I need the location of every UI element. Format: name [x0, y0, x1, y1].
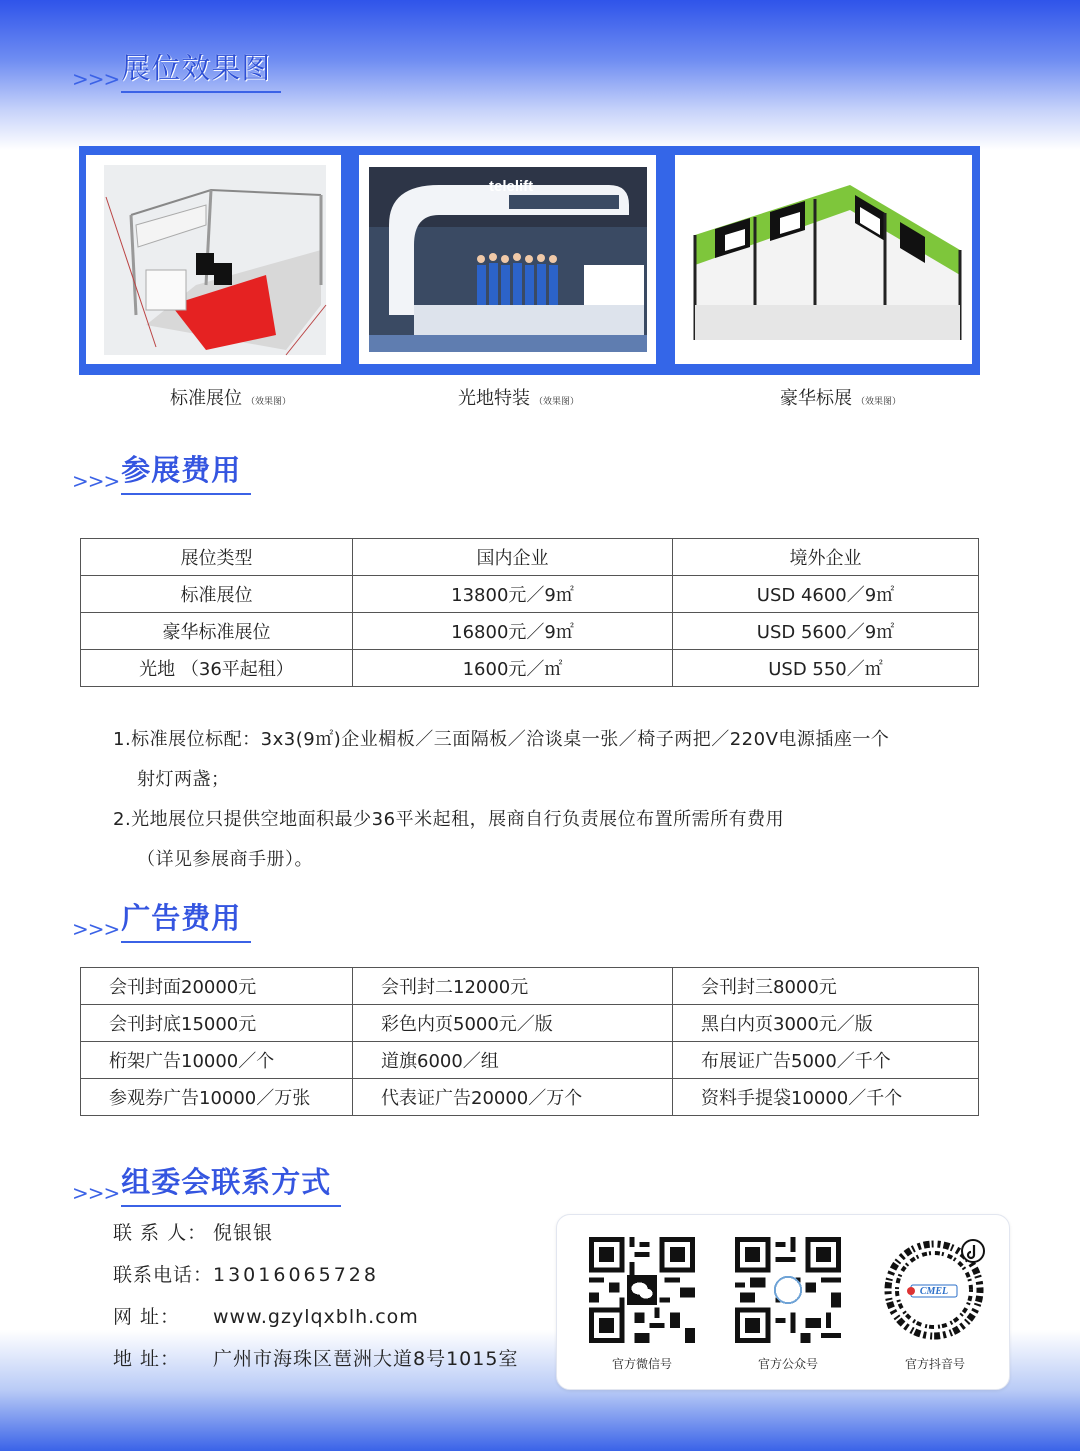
table-cell: 会刊封底15000元: [81, 1005, 353, 1042]
qr-code-panel: [556, 1214, 1010, 1390]
table-cell: 会刊封二12000元: [353, 968, 673, 1005]
contact-person: 联 系 人： 倪银银: [113, 1222, 274, 1244]
douyin-qr-code[interactable]: [881, 1237, 987, 1343]
section-title-booth-effect: >>> 展位效果图: [72, 46, 281, 93]
table-cell: 会刊封三8000元: [673, 968, 979, 1005]
wechat-qr-caption: 官方微信号: [611, 1357, 672, 1371]
section-title-fees: >>> 参展费用: [72, 448, 251, 495]
contact-phone[interactable]: 联系电话：13016065728: [113, 1264, 379, 1286]
official-account-icon: [775, 1277, 801, 1303]
table-cell: 光地 （36平起租）: [81, 650, 353, 687]
note-line: （详见参展商手册）。: [137, 849, 313, 870]
note-line: 射灯两盏；: [137, 769, 230, 790]
fee-table: [80, 538, 979, 687]
ad-table: [80, 967, 979, 1116]
table-cell: 资料手提袋10000／千个: [673, 1079, 979, 1116]
section-title-ads: >>> 广告费用: [72, 896, 251, 943]
header-cell: 国内企业: [353, 539, 673, 576]
raw-space-booth-image: [359, 155, 656, 364]
table-row: [81, 968, 979, 1005]
table-cell: 会刊封面20000元: [81, 968, 353, 1005]
standard-booth-image: [86, 155, 341, 364]
table-cell: 彩色内页5000元／版: [353, 1005, 673, 1042]
table-cell: 代表证广告20000／万个: [353, 1079, 673, 1116]
douyin-qr-caption: 官方抖音号: [904, 1357, 965, 1371]
table-cell: USD 4600／9㎡: [673, 576, 979, 613]
wechat-qr-code[interactable]: [589, 1237, 695, 1343]
table-row: [81, 613, 979, 650]
table-cell: USD 550／㎡: [673, 650, 979, 687]
table-row: [81, 650, 979, 687]
note-line: 2.光地展位只提供空地面积最少36平米起租，展商自行负责展位布置所需所有费用: [113, 809, 785, 830]
caption-deluxe-booth: 豪华标展 （效果图）: [780, 388, 902, 409]
table-cell: 16800元／9㎡: [353, 613, 673, 650]
svg-text:telelift: telelift: [489, 178, 534, 195]
contact-address: 地 址： 广州市海珠区琶洲大道8号1015室: [113, 1348, 519, 1370]
table-row: [81, 1079, 979, 1116]
fee-table-header: [81, 539, 979, 576]
table-cell: 道旗6000／组: [353, 1042, 673, 1079]
official-account-qr-code[interactable]: [735, 1237, 841, 1343]
table-cell: 13800元／9㎡: [353, 576, 673, 613]
note-line: 1.标准展位标配：3x3(9㎡)企业楣板／三面隔板／洽谈桌一张／椅子两把／220V电源插座一个: [113, 729, 890, 750]
table-cell: 标准展位: [81, 576, 353, 613]
section-title-contact: >>> 组委会联系方式: [72, 1160, 341, 1207]
official-account-qr-caption: 官方公众号: [757, 1357, 818, 1371]
table-cell: 豪华标准展位: [81, 613, 353, 650]
table-cell: 参观券广告10000／万张: [81, 1079, 353, 1116]
table-row: [81, 1005, 979, 1042]
table-cell: 布展证广告5000／千个: [673, 1042, 979, 1079]
table-cell: USD 5600／9㎡: [673, 613, 979, 650]
deluxe-booth-image: [675, 155, 972, 364]
table-cell: 黑白内页3000元／版: [673, 1005, 979, 1042]
caption-raw-space-booth: 光地特装 （效果图）: [458, 388, 580, 409]
table-cell: 桁架广告10000／个: [81, 1042, 353, 1079]
table-cell: 1600元／㎡: [353, 650, 673, 687]
contact-website[interactable]: 网 址： www.gzylqxblh.com: [113, 1306, 419, 1328]
header-cell: 展位类型: [81, 539, 353, 576]
booth-photo-strip: [79, 146, 980, 375]
caption-standard-booth: 标准展位 （效果图）: [170, 388, 292, 409]
fee-notes: [113, 720, 1013, 880]
table-row: [81, 576, 979, 613]
header-cell: 境外企业: [673, 539, 979, 576]
svg-text:CMEL: CMEL: [919, 1286, 949, 1297]
table-row: [81, 1042, 979, 1079]
